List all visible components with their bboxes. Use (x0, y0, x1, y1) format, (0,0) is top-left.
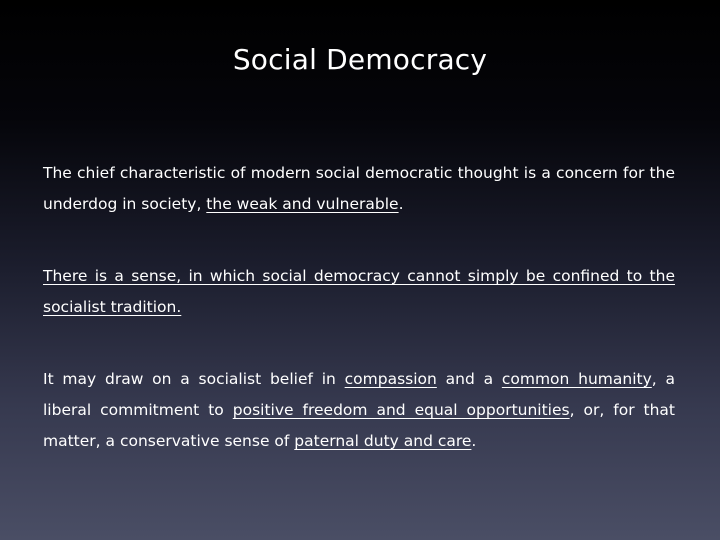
paragraph-3-underlined-1: compassion (344, 370, 437, 388)
paragraph-3 (43, 364, 675, 457)
paragraph-1 (43, 158, 675, 220)
paragraph-3-text-5: . (471, 432, 477, 450)
paragraph-3-underlined-3: positive freedom and equal opportunities (232, 401, 570, 419)
paragraph-1-underlined-1: the weak and vulnerable (206, 195, 399, 213)
paragraph-3-underlined-2: common humanity (501, 370, 652, 388)
paragraph-3-text-1: It may draw on a socialist belief in (43, 370, 345, 388)
paragraph-1-text-1: The chief characteristic of modern social democratic thought is a concern for the underdog in society, (43, 164, 675, 213)
paragraph-2 (43, 261, 675, 323)
paragraph-3-text-4: , or, for that matter, a conservative sense of (43, 401, 676, 450)
paragraph-3-underlined-4: paternal duty and care (294, 432, 472, 450)
paragraph-1-text-2: . (398, 195, 404, 213)
slide-title: Social Democracy (232, 43, 488, 76)
paragraph-2-underlined-1: There is a sense, in which social democracy cannot simply be confined to the socialist tradition. (43, 267, 675, 316)
paragraph-3-text-2: and a (436, 370, 502, 388)
paragraph-3-text-3: , a liberal commitment to (43, 370, 675, 419)
